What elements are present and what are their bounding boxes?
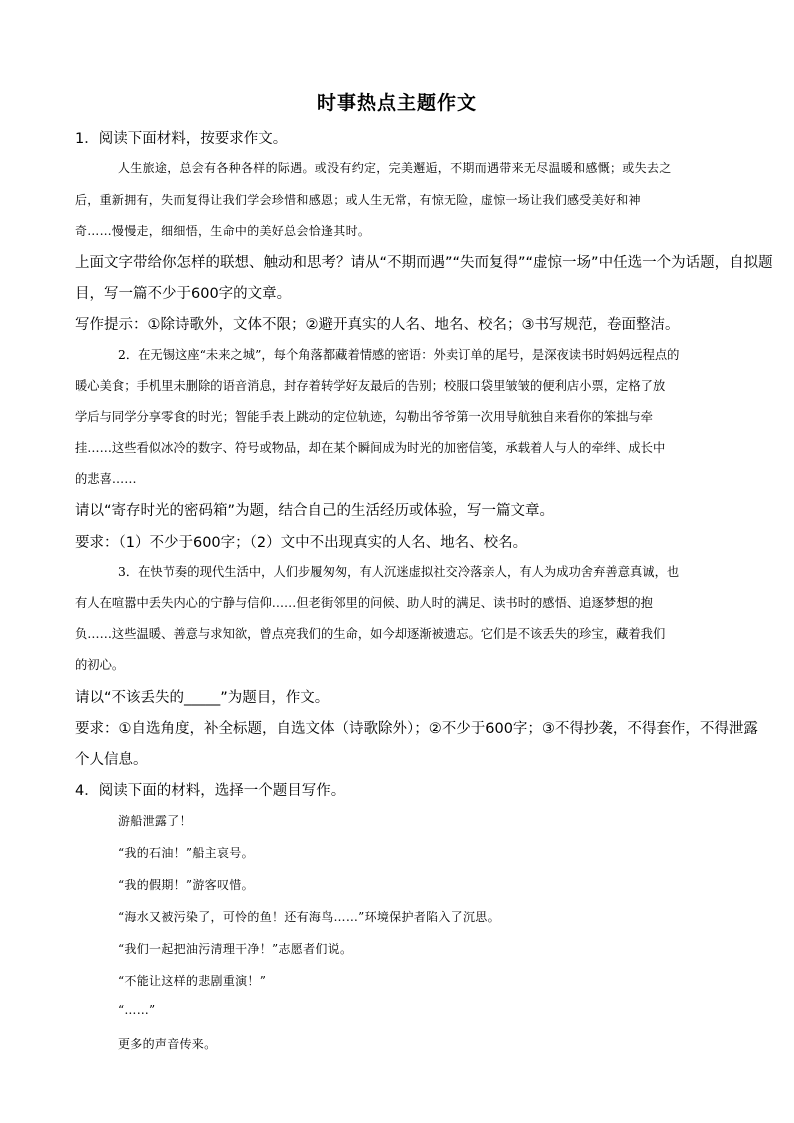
q4-material-line-8: 更多的声音传来。 bbox=[118, 1037, 217, 1051]
q1-task-line-1: 上面文字带给你怎样的联想、触动和思考？请从“不期而遇”“失而复得”“虚惊一场”中任选一个为话题，自拟题 bbox=[75, 255, 773, 271]
q4-material-line-3: “我的假期！”游客叹惜。 bbox=[118, 878, 254, 892]
document-title: 时事热点主题作文 bbox=[316, 92, 477, 114]
q4-material-line-4: “海水又被污染了，可怜的鱼！还有海鸟……”环境保护者陷入了沉思。 bbox=[118, 910, 500, 924]
q2-material-line-4: 挂……这些看似冰冷的数字、符号或物品，却在某个瞬间成为时光的加密信笺，承载着人与人的牵绊、成长中 bbox=[75, 441, 666, 455]
q4-material-line-5: “我们一起把油污清理干净！”志愿者们说。 bbox=[118, 942, 353, 956]
q2-task: 请以“寄存时光的密码箱”为题，结合自己的生活经历或体验，写一篇文章。 bbox=[75, 503, 555, 519]
q3-material-line-3: 负……这些温暖、善意与求知欲，曾点亮我们的生命，如今却逐渐被遗忘。它们是不该丢失的珍宝，藏着我们 bbox=[75, 627, 666, 641]
q2-material-line-5: 的悲喜…… bbox=[75, 472, 137, 486]
q3-requirements-line-1: 要求：①自选角度，补全标题，自选文体（诗歌除外）；②不少于600字；③不得抄袭，不得套作，不得泄露 bbox=[75, 721, 758, 737]
q2-material-line-3: 学后与同学分享零食的时光；智能手表上跳动的定位轨迹，勾勒出爷爷第一次用导航独自来看你的笨拙与牵 bbox=[75, 410, 653, 424]
q2-material-line-2: 暖心美食；手机里未删除的语音消息，封存着转学好友最后的告别；校服口袋里皱皱的便利店小票，定格了放 bbox=[75, 379, 666, 393]
q1-material-line-1: 人生旅途，总会有各种各样的际遇。或没有约定，完美邂逅，不期而遇带来无尽温暖和感慨；或失去之 bbox=[118, 161, 672, 175]
q1-writing-tips: 写作提示：①除诗歌外，文体不限；②避开真实的人名、地名、校名；③书写规范，卷面整洁。 bbox=[75, 317, 680, 333]
q3-material-line-2: 有人在喧嚣中丢失内心的宁静与信仰……但老街邻里的问候、助人时的满足、读书时的感悟、追逐梦想的抱 bbox=[75, 596, 653, 610]
q2-requirements: 要求：（1）不少于600字；（2）文中不出现真实的人名、地名、校名。 bbox=[75, 535, 528, 551]
q4-material-line-2: “我的石油！”船主哀号。 bbox=[118, 846, 254, 860]
q1-material-line-2: 后，重新拥有，失而复得让我们学会珍惜和感恩；或人生无常，有惊无险，虚惊一场让我们感受美好和神 bbox=[75, 193, 641, 207]
q3-material-line-1: 3．在快节奏的现代生活中，人们步履匆匆，有人沉迷虚拟社交冷落亲人，有人为成功舍弃善意真诚，也 bbox=[118, 565, 680, 579]
q1-material-line-3: 奇……慢慢走，细细悟，生命中的美好总会恰逢其时。 bbox=[75, 224, 371, 238]
q1-task-line-2: 目，写一篇不少于600字的文章。 bbox=[75, 286, 292, 302]
q4-material-line-6: “不能让这样的悲剧重演！” bbox=[118, 974, 267, 988]
q4-prompt: 4．阅读下面的材料，选择一个题目写作。 bbox=[75, 783, 346, 799]
q3-requirements-line-2: 个人信息。 bbox=[75, 752, 148, 768]
q4-material-line-7: “……” bbox=[118, 1003, 156, 1017]
q4-material-line-1: 游船泄露了！ bbox=[118, 814, 192, 828]
q2-material-line-1: 2．在无锡这座“未来之城”，每个角落都藏着情感的密语：外卖订单的尾号，是深夜读书时妈妈远程点的 bbox=[118, 348, 680, 362]
q3-material-line-4: 的初心。 bbox=[75, 658, 125, 672]
q3-task: 请以“不该丢失的_____”为题目，作文。 bbox=[75, 690, 330, 706]
q1-prompt: 1．阅读下面材料，按要求作文。 bbox=[75, 131, 288, 147]
